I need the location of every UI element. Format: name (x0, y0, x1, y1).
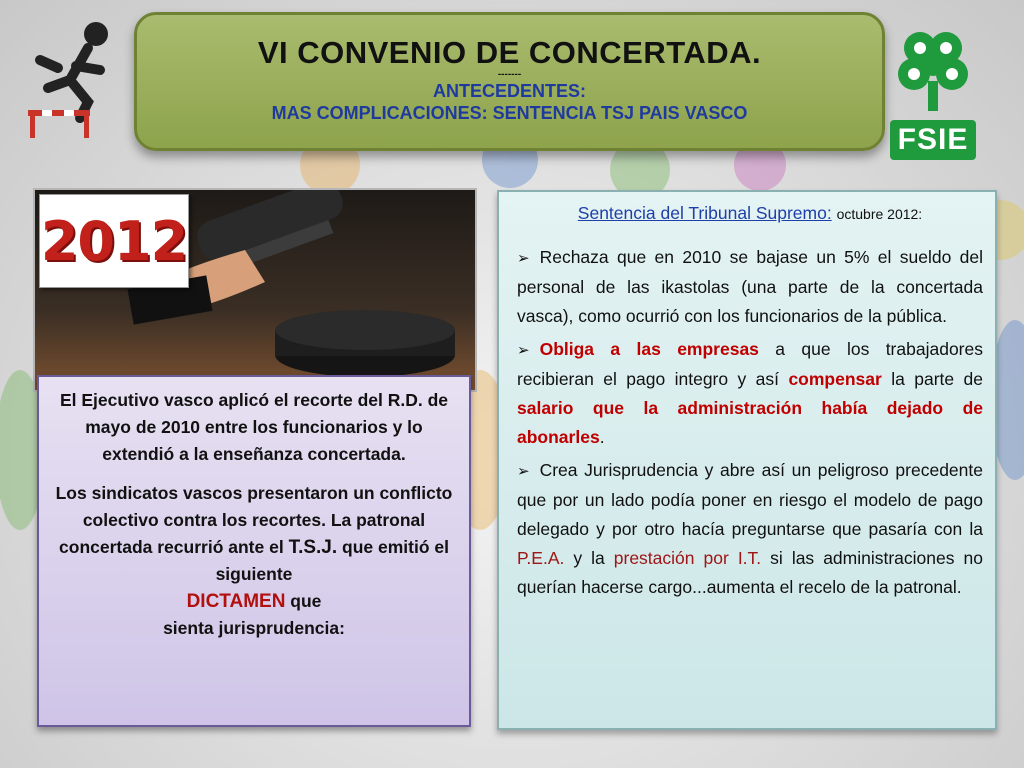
tsj-label: T.S.J. (288, 537, 338, 558)
bullet-2-text-f: . (599, 427, 605, 447)
bullet-3-text-c: y la (564, 548, 614, 568)
bullet-item-2 (517, 335, 983, 452)
context-colon: : (339, 618, 345, 638)
page-title: VI CONVENIO DE CONCERTADA. (257, 35, 762, 70)
sentence-date: octubre 2012: (836, 206, 923, 222)
logo-text: FSIE (890, 120, 976, 160)
context-text-c: que (290, 591, 322, 611)
hurdle-runner-icon (18, 18, 128, 138)
header-banner (134, 12, 885, 151)
pea-label: P.E.A. (517, 548, 565, 568)
subtitle-sentencia: MAS COMPLICACIONES: SENTENCIA TSJ PAIS VASCO (271, 103, 748, 123)
bullet-item-1 (517, 243, 983, 331)
clover-icon (890, 26, 976, 118)
dictamen-label: DICTAMEN (186, 591, 286, 612)
bullet-2-highlight-c: compensar (788, 369, 882, 389)
bullet-2-text-d: la parte de (881, 369, 984, 389)
year-badge (39, 194, 189, 288)
bullet-2-highlight-a: Obliga a las empresas (539, 339, 759, 359)
bullet-1-text: Rechaza que en 2010 se bajase un 5% el sueldo del personal de las ikastolas (una parte de la concertada vasca), como ocurrió con los funcionarios de la pública. (517, 247, 983, 326)
context-box (37, 375, 471, 727)
title-separator: ------- (497, 69, 522, 80)
bullet-2-text-b: a que los trabajadores recibieran el pago integro y así (517, 339, 983, 389)
sentence-header (517, 202, 983, 225)
bullet-2-highlight-e: salario que la administración había dejado de abonarles (517, 398, 983, 447)
context-text-a: Los sindicatos vascos presentaron un conflicto colectivo contra los recortes. La patronal concertada recurrió ante el (55, 483, 453, 557)
context-text-d: sienta jurisprudencia (163, 618, 340, 638)
judge-photo (33, 188, 477, 392)
subtitle-antecedentes: ANTECEDENTES: (432, 81, 586, 101)
supreme-court-link[interactable]: Sentencia del Tribunal Supremo: (577, 203, 832, 223)
context-paragraph-1: El Ejecutivo vasco aplicó el recorte del R.D. de mayo de 2010 entre los funcionarios y lo extendió a la enseñanza concertada. (59, 390, 449, 464)
arrow-bullet-icon: ➢ (517, 341, 530, 359)
sentence-box (497, 190, 997, 730)
arrow-bullet-icon: ➢ (517, 249, 530, 267)
bullet-item-3 (517, 456, 983, 602)
fsie-logo (890, 26, 976, 156)
bullet-3-text-e: si las administraciones no querían hacerse cargo...aumenta el recelo de la patronal. (517, 548, 983, 597)
year-text: 2012 (40, 209, 188, 273)
it-benefit-label: prestación por I.T. (613, 548, 762, 568)
arrow-bullet-icon: ➢ (517, 462, 530, 480)
bullet-3-text-a: Crea Jurisprudencia y abre así un peligroso precedente que por un lado podía poner en riesgo el modelo de pago delegado y por otro hacía preguntarse que pasaría con la (517, 460, 983, 539)
context-paragraph-2 (49, 480, 459, 642)
context-text-b: que emitió el siguiente (215, 537, 449, 584)
